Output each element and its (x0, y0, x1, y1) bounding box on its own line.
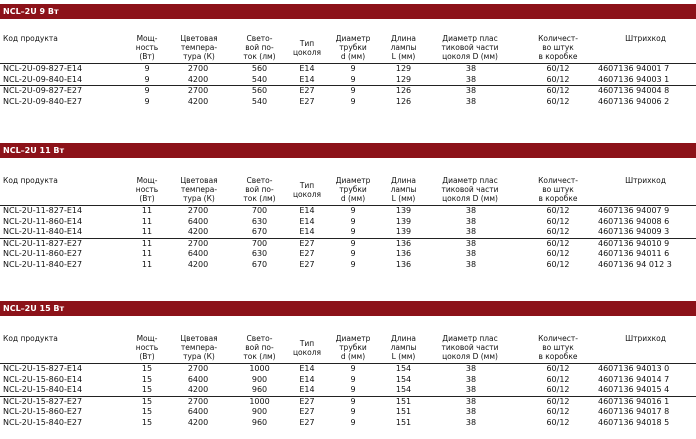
cell-code: NCL-2U-11-840-E14 (3, 227, 83, 237)
cell-temp: 6400 (187, 374, 209, 384)
cell-base: E27 (299, 259, 315, 269)
cell-qty: 60/12 (546, 259, 570, 269)
cell-L: 136 (395, 259, 412, 269)
cell-base: E27 (299, 396, 315, 406)
cell-code: NCL-2U-09-840-E27 (3, 96, 83, 106)
cell-temp: 2700 (187, 364, 209, 373)
cell-D: 38 (465, 74, 477, 84)
cell-L: 126 (395, 86, 412, 96)
cell-d: 9 (350, 227, 356, 237)
cell-barcode: 4607136 94013 0 (598, 364, 670, 373)
header-line: трубки (339, 185, 367, 194)
cell-qty: 60/12 (546, 249, 570, 259)
header-line: Тип (299, 39, 315, 48)
cell-code: NCL-2U-09-827-E27 (3, 86, 83, 96)
cell-barcode: 4607136 94004 8 (598, 86, 670, 96)
cell-temp: 4200 (187, 259, 209, 269)
header-base (287, 39, 327, 57)
header-d (326, 34, 380, 61)
header-line: в коробке (538, 352, 578, 361)
cell-L: 154 (395, 385, 412, 395)
header-line: Мощ- (136, 176, 158, 185)
cell-D: 38 (465, 364, 477, 373)
cell-base: E27 (299, 249, 315, 259)
cell-barcode: 4607136 94018 5 (598, 417, 670, 427)
cell-power: 11 (141, 216, 153, 226)
header-temp (165, 34, 233, 61)
header-line: ток (лм) (243, 352, 276, 361)
cell-L: 154 (395, 364, 412, 373)
product-section (0, 143, 696, 271)
header-line: Тип (299, 181, 315, 190)
cell-flux: 900 (251, 374, 268, 384)
table-row (0, 217, 696, 228)
cell-barcode: 4607136 94 012 3 (598, 259, 672, 269)
cell-base: E14 (299, 227, 315, 237)
cell-temp: 4200 (187, 385, 209, 395)
cell-L: 151 (395, 417, 412, 427)
cell-power: 15 (141, 417, 153, 427)
cell-d: 9 (350, 396, 356, 406)
cell-flux: 630 (251, 216, 268, 226)
header-d (326, 334, 380, 361)
cell-D: 38 (465, 417, 477, 427)
header-power (127, 176, 167, 203)
header-line: Диаметр (335, 334, 371, 343)
header-line: лампы (390, 185, 417, 194)
header-line: вой по- (245, 343, 274, 352)
table-row (0, 85, 696, 97)
cell-L: 129 (395, 74, 412, 84)
cell-flux: 960 (251, 417, 268, 427)
table-row (0, 227, 696, 238)
cell-d: 9 (350, 407, 356, 417)
table-row (0, 364, 696, 375)
header-code: Код продукта (3, 334, 58, 343)
cell-qty: 60/12 (546, 374, 570, 384)
cell-qty: 60/12 (546, 64, 570, 73)
header-line: темпера- (180, 43, 218, 52)
cell-base: E14 (299, 206, 315, 215)
cell-d: 9 (350, 64, 356, 73)
header-base (287, 181, 327, 199)
cell-d: 9 (350, 206, 356, 215)
cell-D: 38 (465, 206, 477, 215)
cell-d: 9 (350, 259, 356, 269)
cell-qty: 60/12 (546, 396, 570, 406)
header-line: Количест- (538, 34, 578, 43)
cell-base: E14 (299, 364, 315, 373)
header-flux (232, 334, 287, 361)
cell-D: 38 (465, 249, 477, 259)
table-row (0, 206, 696, 217)
header-line: Длина (390, 34, 417, 43)
cell-barcode: 4607136 94006 2 (598, 96, 670, 106)
header-line: трубки (339, 43, 367, 52)
cell-temp: 2700 (187, 86, 209, 96)
table-row (0, 375, 696, 386)
cell-d: 9 (350, 385, 356, 395)
cell-code: NCL-2U-15-860-E14 (3, 374, 83, 384)
cell-barcode: 4607136 94003 1 (598, 74, 670, 84)
cell-D: 38 (465, 227, 477, 237)
cell-barcode: 4607136 94015 4 (598, 385, 670, 395)
cell-D: 38 (465, 407, 477, 417)
header-line: Диаметр плас (442, 334, 498, 343)
table-row (0, 418, 696, 429)
cell-d: 9 (350, 364, 356, 373)
cell-power: 9 (144, 64, 150, 73)
cell-temp: 4200 (187, 74, 209, 84)
header-line: во штук (542, 185, 574, 194)
cell-power: 11 (141, 227, 153, 237)
header-flux (232, 176, 287, 203)
cell-L: 139 (395, 227, 412, 237)
cell-temp: 2700 (187, 238, 209, 248)
cell-power: 9 (144, 96, 150, 106)
cell-power: 15 (141, 364, 153, 373)
cell-power: 15 (141, 396, 153, 406)
cell-temp: 4200 (187, 96, 209, 106)
cell-flux: 540 (251, 74, 268, 84)
header-line: в коробке (538, 194, 578, 203)
cell-L: 151 (395, 407, 412, 417)
cell-flux: 700 (251, 238, 268, 248)
header-line: цоколя (292, 348, 322, 357)
cell-flux: 670 (251, 227, 268, 237)
header-line: Диаметр плас (442, 34, 498, 43)
cell-code: NCL-2U-11-827-E27 (3, 238, 83, 248)
header-line: Мощ- (136, 334, 158, 343)
header-qty (518, 334, 598, 361)
cell-D: 38 (465, 374, 477, 384)
cell-power: 15 (141, 407, 153, 417)
header-line: d (мм) (340, 52, 366, 61)
cell-flux: 900 (251, 407, 268, 417)
product-section (0, 301, 696, 429)
header-line: цоколя (292, 190, 322, 199)
cell-qty: 60/12 (546, 96, 570, 106)
cell-d: 9 (350, 96, 356, 106)
header-barcode: Штрихкод (625, 34, 666, 43)
header-line: цоколя D (мм) (442, 352, 498, 361)
cell-qty: 60/12 (546, 206, 570, 215)
cell-barcode: 4607136 94007 9 (598, 206, 670, 215)
cell-code: NCL-2U-11-840-E27 (3, 259, 83, 269)
header-base (287, 339, 327, 357)
header-line: d (мм) (340, 194, 366, 203)
cell-qty: 60/12 (546, 86, 570, 96)
table-row (0, 238, 696, 250)
header-line: Количест- (538, 176, 578, 185)
header-line: L (мм) (391, 352, 416, 361)
cell-base: E14 (299, 216, 315, 226)
header-line: тура (К) (183, 194, 215, 203)
cell-d: 9 (350, 86, 356, 96)
cell-code: NCL-2U-15-827-E14 (3, 364, 83, 373)
cell-qty: 60/12 (546, 417, 570, 427)
cell-d: 9 (350, 417, 356, 427)
table-row (0, 64, 696, 75)
cell-qty: 60/12 (546, 74, 570, 84)
header-line: L (мм) (391, 52, 416, 61)
cell-code: NCL-2U-09-827-E14 (3, 64, 83, 73)
cell-barcode: 4607136 94001 7 (598, 64, 670, 73)
cell-base: E14 (299, 374, 315, 384)
section-title: NCL–2U 15 Вт (0, 301, 696, 316)
header-line: темпера- (180, 185, 218, 194)
table-row (0, 260, 696, 271)
header-line: Свето- (246, 34, 273, 43)
header-flux (232, 34, 287, 61)
cell-d: 9 (350, 238, 356, 248)
header-line: цоколя D (мм) (442, 194, 498, 203)
header-power (127, 334, 167, 361)
table-row (0, 249, 696, 260)
cell-base: E27 (299, 96, 315, 106)
cell-code: NCL-2U-15-827-E27 (3, 396, 83, 406)
cell-qty: 60/12 (546, 216, 570, 226)
header-line: ток (лм) (243, 194, 276, 203)
table-row (0, 97, 696, 108)
header-line: Длина (390, 176, 417, 185)
cell-temp: 2700 (187, 396, 209, 406)
table-header (0, 172, 696, 206)
table-row (0, 396, 696, 408)
header-barcode: Штрихкод (625, 334, 666, 343)
header-D (418, 34, 522, 61)
cell-L: 151 (395, 396, 412, 406)
cell-qty: 60/12 (546, 238, 570, 248)
cell-L: 136 (395, 238, 412, 248)
cell-base: E27 (299, 407, 315, 417)
section-title: NCL–2U 11 Вт (0, 143, 696, 158)
cell-temp: 2700 (187, 64, 209, 73)
header-line: цоколя (292, 48, 322, 57)
cell-temp: 2700 (187, 206, 209, 215)
cell-code: NCL-2U-15-840-E27 (3, 417, 83, 427)
header-d (326, 176, 380, 203)
header-line: в коробке (538, 52, 578, 61)
header-temp (165, 176, 233, 203)
cell-power: 9 (144, 86, 150, 96)
header-line: лампы (390, 343, 417, 352)
cell-D: 38 (465, 96, 477, 106)
cell-L: 139 (395, 206, 412, 215)
header-line: Свето- (246, 334, 273, 343)
cell-code: NCL-2U-09-840-E14 (3, 74, 83, 84)
cell-temp: 6400 (187, 407, 209, 417)
header-code: Код продукта (3, 176, 58, 185)
header-code: Код продукта (3, 34, 58, 43)
cell-flux: 960 (251, 385, 268, 395)
header-line: Диаметр (335, 176, 371, 185)
header-line: Тип (299, 339, 315, 348)
header-line: тура (К) (183, 352, 215, 361)
cell-power: 15 (141, 385, 153, 395)
cell-flux: 700 (251, 206, 268, 215)
cell-D: 38 (465, 238, 477, 248)
header-qty (518, 176, 598, 203)
cell-flux: 1000 (249, 396, 270, 406)
cell-barcode: 4607136 94014 7 (598, 374, 670, 384)
header-D (418, 334, 522, 361)
cell-barcode: 4607136 94010 9 (598, 238, 670, 248)
cell-barcode: 4607136 94011 6 (598, 249, 670, 259)
header-power (127, 34, 167, 61)
header-line: (Вт) (139, 352, 155, 361)
cell-temp: 4200 (187, 417, 209, 427)
header-barcode: Штрихкод (625, 176, 666, 185)
cell-code: NCL-2U-15-840-E14 (3, 385, 83, 395)
cell-flux: 560 (251, 64, 268, 73)
cell-L: 154 (395, 374, 412, 384)
header-line: вой по- (245, 43, 274, 52)
cell-qty: 60/12 (546, 227, 570, 237)
cell-base: E14 (299, 64, 315, 73)
cell-D: 38 (465, 259, 477, 269)
table-row (0, 407, 696, 418)
cell-flux: 560 (251, 86, 268, 96)
cell-base: E27 (299, 86, 315, 96)
header-line: во штук (542, 343, 574, 352)
header-line: Диаметр плас (442, 176, 498, 185)
header-line: трубки (339, 343, 367, 352)
cell-flux: 1000 (249, 364, 270, 373)
header-line: Цветовая (180, 176, 218, 185)
table-row (0, 75, 696, 86)
header-line: ность (135, 343, 159, 352)
header-D (418, 176, 522, 203)
cell-code: NCL-2U-11-827-E14 (3, 206, 83, 215)
header-line: (Вт) (139, 52, 155, 61)
cell-base: E27 (299, 417, 315, 427)
cell-qty: 60/12 (546, 364, 570, 373)
cell-D: 38 (465, 64, 477, 73)
cell-d: 9 (350, 249, 356, 259)
cell-temp: 4200 (187, 227, 209, 237)
cell-D: 38 (465, 86, 477, 96)
header-line: цоколя D (мм) (442, 52, 498, 61)
table-row (0, 385, 696, 396)
header-line: Цветовая (180, 334, 218, 343)
header-line: вой по- (245, 185, 274, 194)
cell-qty: 60/12 (546, 407, 570, 417)
header-temp (165, 334, 233, 361)
table-header (0, 30, 696, 64)
header-line: во штук (542, 43, 574, 52)
header-line: тиковой части (441, 185, 499, 194)
cell-base: E14 (299, 74, 315, 84)
cell-power: 15 (141, 374, 153, 384)
product-section (0, 4, 696, 107)
header-line: Свето- (246, 176, 273, 185)
cell-code: NCL-2U-11-860-E14 (3, 216, 83, 226)
cell-d: 9 (350, 216, 356, 226)
cell-L: 129 (395, 64, 412, 73)
header-qty (518, 34, 598, 61)
cell-power: 11 (141, 206, 153, 215)
cell-flux: 670 (251, 259, 268, 269)
cell-temp: 6400 (187, 216, 209, 226)
cell-code: NCL-2U-15-860-E27 (3, 407, 83, 417)
cell-d: 9 (350, 374, 356, 384)
header-line: ность (135, 185, 159, 194)
header-line: d (мм) (340, 352, 366, 361)
header-line: Цветовая (180, 34, 218, 43)
header-line: тиковой части (441, 343, 499, 352)
cell-D: 38 (465, 216, 477, 226)
header-line: ток (лм) (243, 52, 276, 61)
cell-base: E14 (299, 385, 315, 395)
cell-code: NCL-2U-11-860-E27 (3, 249, 83, 259)
cell-qty: 60/12 (546, 385, 570, 395)
header-line: Количест- (538, 334, 578, 343)
header-line: (Вт) (139, 194, 155, 203)
cell-barcode: 4607136 94008 6 (598, 216, 670, 226)
table-header (0, 330, 696, 364)
cell-power: 11 (141, 259, 153, 269)
cell-D: 38 (465, 385, 477, 395)
header-line: лампы (390, 43, 417, 52)
cell-power: 9 (144, 74, 150, 84)
header-line: Диаметр (335, 34, 371, 43)
header-line: Длина (390, 334, 417, 343)
cell-flux: 540 (251, 96, 268, 106)
cell-barcode: 4607136 94009 3 (598, 227, 670, 237)
header-line: L (мм) (391, 194, 416, 203)
header-line: тиковой части (441, 43, 499, 52)
cell-d: 9 (350, 74, 356, 84)
cell-flux: 630 (251, 249, 268, 259)
cell-L: 136 (395, 249, 412, 259)
cell-barcode: 4607136 94017 8 (598, 407, 670, 417)
cell-L: 126 (395, 96, 412, 106)
cell-power: 11 (141, 249, 153, 259)
header-line: Мощ- (136, 34, 158, 43)
header-line: ность (135, 43, 159, 52)
cell-temp: 6400 (187, 249, 209, 259)
header-line: тура (К) (183, 52, 215, 61)
section-title: NCL–2U 9 Вт (0, 4, 696, 19)
cell-barcode: 4607136 94016 1 (598, 396, 670, 406)
cell-L: 139 (395, 216, 412, 226)
cell-D: 38 (465, 396, 477, 406)
cell-power: 11 (141, 238, 153, 248)
header-line: темпера- (180, 343, 218, 352)
cell-base: E27 (299, 238, 315, 248)
